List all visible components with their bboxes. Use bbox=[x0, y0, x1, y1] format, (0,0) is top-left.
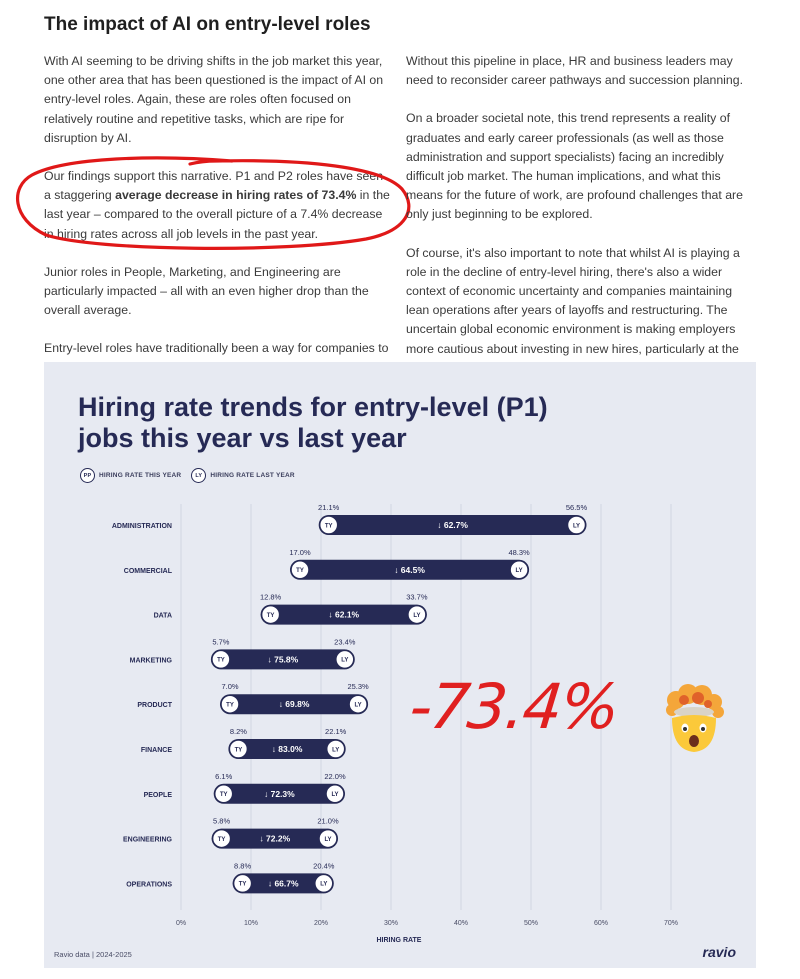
this-year-value-label: 6.1% bbox=[215, 771, 233, 781]
this-year-marker-label: TY bbox=[217, 657, 225, 664]
article-right-column bbox=[406, 52, 758, 397]
change-label: ↓ 62.7% bbox=[437, 520, 468, 530]
legend-badge-last-year: LY bbox=[191, 468, 206, 483]
category-label: ADMINISTRATION bbox=[111, 523, 172, 530]
x-tick-label: 10% bbox=[243, 920, 259, 927]
legend-label-this-year: HIRING RATE THIS YEAR bbox=[99, 472, 182, 479]
x-tick-label: 20% bbox=[313, 920, 329, 927]
paragraph: Of course, it's also important to note that whilst AI is playing a role in the decline of entry-level hiring, there's also a wider context of economic uncertainty and companies maintaining lean operations after years of layoffs and restructuring. The uncertain global economic environment is making employers more cautious about investing in new hires, particularly at the bbox=[406, 245, 740, 356]
x-tick-label: 60% bbox=[593, 920, 609, 927]
last-year-value-label: 25.3% bbox=[347, 682, 369, 692]
change-label: ↓ 66.7% bbox=[267, 878, 299, 889]
last-year-value-label: 22.1% bbox=[325, 727, 347, 736]
last-year-marker-label: LY bbox=[515, 568, 523, 575]
this-year-value-label: 8.2% bbox=[229, 727, 247, 736]
this-year-marker-label: TY bbox=[217, 836, 226, 843]
change-label: ↓ 75.8% bbox=[267, 654, 299, 665]
highlighted-finding bbox=[44, 167, 392, 244]
this-year-marker-label: TY bbox=[296, 568, 304, 575]
category-label: PRODUCT bbox=[137, 702, 172, 710]
last-year-marker-label: LY bbox=[354, 702, 362, 709]
last-year-value-label: 23.4% bbox=[334, 637, 356, 647]
category-label: FINANCE bbox=[140, 747, 172, 754]
category-label: MARKETING bbox=[129, 657, 172, 665]
change-label: ↓ 64.5% bbox=[394, 564, 425, 575]
change-label: ↓ 83.0% bbox=[271, 744, 303, 754]
paragraph: Without this pipeline in place, HR and business leaders may need to reconsider career pathways and succession planning. bbox=[406, 54, 744, 88]
highlight-bold-text: average decrease in hiring rates of 73.4% bbox=[115, 188, 357, 203]
this-year-value-label: 12.8% bbox=[259, 592, 282, 602]
last-year-value-label: 48.3% bbox=[508, 547, 530, 557]
last-year-marker-label: LY bbox=[413, 612, 421, 619]
last-year-marker-label: LY bbox=[320, 881, 328, 888]
chart-source: Ravio data | 2024-2025 bbox=[54, 950, 132, 959]
x-axis-label: HIRING RATE bbox=[376, 937, 422, 944]
highlight-text-before: Our findings support this narrative. P1 and P2 roles have seen a staggering bbox=[44, 169, 384, 203]
category-label: COMMERCIAL bbox=[123, 567, 172, 575]
change-label: ↓ 62.1% bbox=[328, 609, 360, 620]
category-label: ENGINEERING bbox=[122, 836, 172, 844]
highlight-paragraph bbox=[44, 167, 392, 244]
this-year-value-label: 21.1% bbox=[318, 503, 340, 512]
legend-label-last-year: HIRING RATE LAST YEAR bbox=[210, 472, 295, 479]
this-year-marker-label: TY bbox=[234, 747, 243, 754]
last-year-value-label: 33.7% bbox=[406, 592, 428, 602]
legend-badge-this-year: PP bbox=[80, 468, 95, 483]
this-year-marker-label: TY bbox=[238, 881, 247, 888]
chart-title: Hiring rate trends for entry-level (P1) jobs this year vs last year bbox=[78, 392, 548, 453]
this-year-value-label: 5.8% bbox=[213, 816, 231, 826]
x-tick-label: 70% bbox=[663, 920, 679, 927]
last-year-marker-label: LY bbox=[324, 836, 332, 843]
x-tick-label: 30% bbox=[383, 920, 399, 927]
last-year-value-label: 56.5% bbox=[565, 503, 588, 512]
article-title: The impact of AI on entry-level roles bbox=[44, 14, 371, 35]
this-year-value-label: 8.8% bbox=[234, 861, 252, 871]
category-label: OPERATIONS bbox=[126, 881, 172, 889]
brand-logo: ravio bbox=[702, 944, 736, 960]
paragraph: Entry-level roles have traditionally been a way for companies to bbox=[44, 341, 389, 356]
change-label: ↓ 69.8% bbox=[278, 699, 310, 710]
paragraph: With AI seeming to be driving shifts in the job market this year, one other area that has been questioned is the impact of AI on entry-level roles. Again, these are roles often focused on relatively routine and repetitive tasks, which are ripe for disruption by AI. bbox=[44, 54, 384, 145]
last-year-value-label: 21.0% bbox=[317, 816, 339, 826]
this-year-value-label: 5.7% bbox=[212, 637, 230, 647]
paragraph: On a broader societal note, this trend represents a reality of graduates and early career professionals (as well as those administration and support specialists) facing an incredibly difficult job market. The human implications, and what this means for the future of work, are profound challenges that are only just beginning to be explored. bbox=[406, 111, 743, 222]
last-year-marker-label: LY bbox=[341, 657, 349, 664]
x-tick-label: 40% bbox=[453, 920, 469, 927]
change-label: ↓ 72.3% bbox=[263, 788, 295, 799]
last-year-marker-label: LY bbox=[332, 747, 340, 754]
this-year-marker-label: TY bbox=[219, 792, 228, 799]
highlight-text-after: in the last year – compared to the overall picture of a 7.4% decrease in hiring rates across all job levels in the past year. bbox=[44, 188, 390, 241]
handwritten-stat-annotation: -73.4% bbox=[406, 670, 622, 743]
last-year-value-label: 20.4% bbox=[313, 861, 335, 871]
paragraph: Junior roles in People, Marketing, and Engineering are particularly impacted – all with an even higher drop than the overall average. bbox=[44, 264, 369, 318]
exploding-head-emoji-icon bbox=[658, 684, 730, 756]
category-label: DATA bbox=[153, 612, 172, 620]
x-tick-label: 0% bbox=[175, 920, 187, 927]
last-year-marker-label: LY bbox=[572, 523, 581, 530]
category-label: PEOPLE bbox=[143, 791, 172, 799]
this-year-marker-label: TY bbox=[324, 523, 333, 530]
this-year-value-label: 7.0% bbox=[221, 682, 239, 692]
this-year-value-label: 17.0% bbox=[289, 547, 311, 557]
this-year-marker-label: TY bbox=[266, 612, 275, 619]
last-year-value-label: 22.0% bbox=[324, 771, 346, 781]
change-label: ↓ 72.2% bbox=[259, 833, 291, 844]
chart-panel bbox=[44, 362, 756, 968]
this-year-marker-label: TY bbox=[226, 702, 234, 709]
article bbox=[44, 14, 764, 356]
last-year-marker-label: LY bbox=[331, 792, 339, 799]
hiring-rate-chart bbox=[44, 362, 756, 968]
x-tick-label: 50% bbox=[523, 920, 539, 927]
